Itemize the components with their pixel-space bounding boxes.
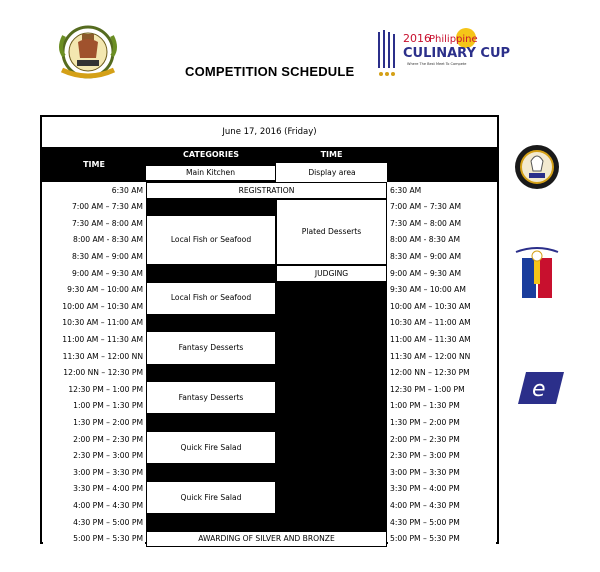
pasay-culinary-cup-logo	[52, 20, 124, 82]
time-left-cell: 5:00 PM – 5:30 PM	[43, 532, 145, 547]
svg-text:CULINARY CUP: CULINARY CUP	[403, 46, 511, 61]
registration-bar: REGISTRATION	[147, 183, 386, 198]
time-left-cell: 12:00 NN – 12:30 PM	[43, 366, 145, 381]
time-right-cell: 12:30 PM – 1:00 PM	[388, 382, 496, 397]
time-right-cell: 4:00 PM – 4:30 PM	[388, 498, 496, 513]
time-left-cell: 9:30 AM – 10:00 AM	[43, 283, 145, 298]
time-left-cell: 11:30 AM – 12:00 NN	[43, 349, 145, 364]
event-block: Local Fish or Seafood	[147, 283, 275, 314]
e-sponsor-logo-icon	[518, 372, 564, 404]
time-left-cell: 8:30 AM – 9:00 AM	[43, 249, 145, 264]
chefs-association-seal-icon	[513, 143, 561, 191]
time-left-cell: 7:30 AM – 8:00 AM	[43, 216, 145, 231]
time-left-cell: 2:30 PM – 3:00 PM	[43, 449, 145, 464]
time-right-cell: 3:00 PM – 3:30 PM	[388, 465, 496, 480]
time-left-cell: 8:00 AM - 8:30 AM	[43, 233, 145, 248]
svg-text:e: e	[532, 377, 546, 402]
time-right-cell: 8:30 AM – 9:00 AM	[388, 249, 496, 264]
svg-text:2016: 2016	[403, 32, 431, 45]
event-block: Local Fish or Seafood	[147, 216, 275, 264]
time-right-cell: 7:00 AM – 7:30 AM	[388, 200, 496, 215]
event-block: Plated Desserts	[277, 200, 386, 264]
time-right-cell: 5:00 PM – 5:30 PM	[388, 532, 496, 547]
schedule-table	[40, 115, 499, 544]
time-right-cell: 11:30 AM – 12:00 NN	[388, 349, 496, 364]
svg-text:Philippine: Philippine	[429, 34, 478, 45]
event-block: Fantasy Desserts	[147, 332, 275, 363]
time-right-cell: 8:00 AM - 8:30 AM	[388, 233, 496, 248]
header-time-center: TIME	[276, 147, 387, 163]
time-left-cell: 4:30 PM – 5:00 PM	[43, 515, 145, 530]
time-left-cell: 3:30 PM – 4:00 PM	[43, 482, 145, 497]
time-left-cell: 6:30 AM	[43, 183, 145, 198]
event-block: Quick Fire Salad	[147, 432, 275, 463]
subheader-main-kitchen: Main Kitchen	[146, 166, 275, 180]
time-left-cell: 12:30 PM – 1:00 PM	[43, 382, 145, 397]
time-left-cell: 4:00 PM – 4:30 PM	[43, 498, 145, 513]
event-block: Fantasy Desserts	[147, 382, 275, 413]
time-right-cell: 11:00 AM – 11:30 AM	[388, 332, 496, 347]
time-right-cell: 12:00 NN – 12:30 PM	[388, 366, 496, 381]
time-right-cell: 1:30 PM – 2:00 PM	[388, 415, 496, 430]
event-block: Quick Fire Salad	[147, 482, 275, 513]
time-right-cell: 9:30 AM – 10:00 AM	[388, 283, 496, 298]
time-left-cell: 2:00 PM – 2:30 PM	[43, 432, 145, 447]
header-time-right	[387, 147, 497, 182]
time-left-cell: 10:30 AM – 11:00 AM	[43, 316, 145, 331]
time-left-cell: 7:00 AM – 7:30 AM	[43, 200, 145, 215]
culinary-excellence-flag-logo-icon	[512, 244, 562, 302]
time-right-cell: 7:30 AM – 8:00 AM	[388, 216, 496, 231]
time-left-cell: 3:00 PM – 3:30 PM	[43, 465, 145, 480]
awarding-bar: AWARDING OF SILVER AND BRONZE	[147, 532, 386, 547]
time-right-cell: 3:30 PM – 4:00 PM	[388, 482, 496, 497]
time-right-cell: 10:30 AM – 11:00 AM	[388, 316, 496, 331]
svg-text:Where The Best Meet To Compete: Where The Best Meet To Compete	[407, 62, 467, 66]
schedule-date: June 17, 2016 (Friday)	[222, 126, 317, 137]
time-right-cell: 2:30 PM – 3:00 PM	[388, 449, 496, 464]
time-left-cell: 1:30 PM – 2:00 PM	[43, 415, 145, 430]
header-categories: CATEGORIES	[146, 147, 276, 163]
time-right-cell: 6:30 AM	[388, 183, 496, 198]
subheader-display-area: Display area	[278, 166, 386, 180]
header-time-left: TIME	[42, 147, 146, 182]
time-right-cell: 2:00 PM – 2:30 PM	[388, 432, 496, 447]
time-right-cell: 10:00 AM – 10:30 AM	[388, 299, 496, 314]
time-right-cell: 9:00 AM – 9:30 AM	[388, 266, 496, 281]
time-right-cell: 1:00 PM – 1:30 PM	[388, 399, 496, 414]
judging-bar: JUDGING	[277, 266, 386, 281]
time-left-cell: 9:00 AM – 9:30 AM	[43, 266, 145, 281]
philippine-culinary-cup-logo	[373, 24, 511, 80]
page-title: COMPETITION SCHEDULE	[185, 64, 355, 79]
time-left-cell: 11:00 AM – 11:30 AM	[43, 332, 145, 347]
time-left-cell: 1:00 PM – 1:30 PM	[43, 399, 145, 414]
time-left-cell: 10:00 AM – 10:30 AM	[43, 299, 145, 314]
time-right-cell: 4:30 PM – 5:00 PM	[388, 515, 496, 530]
